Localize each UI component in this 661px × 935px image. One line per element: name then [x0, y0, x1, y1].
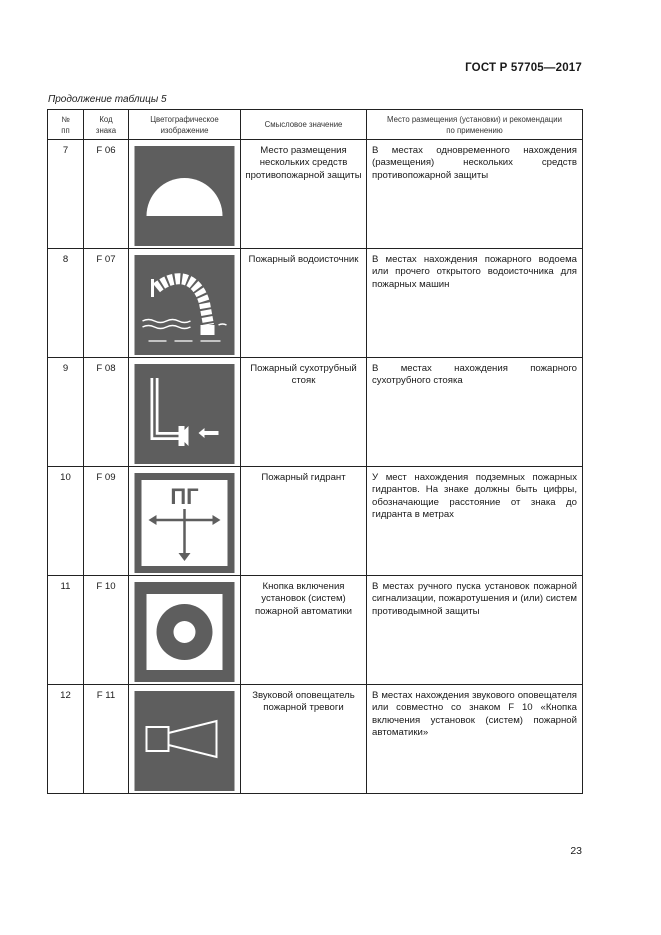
- row-place: В местах ручного пуска установок пожарной сигнализации, пожаротушения и (или) систем противодымной защиты: [367, 576, 583, 685]
- table-caption: Продолжение таблицы 5: [48, 94, 167, 105]
- table-row: [48, 467, 583, 576]
- row-meaning: Звуковой оповещатель пожарной тревоги: [241, 685, 367, 794]
- row-image: [129, 685, 241, 794]
- standard-number: ГОСТ Р 57705—2017: [465, 62, 582, 74]
- table-row: [48, 249, 583, 358]
- row-code: F 07: [84, 249, 129, 358]
- dry-riser-icon: [132, 364, 237, 464]
- table-row: [48, 140, 583, 249]
- header-code: Код знака: [84, 110, 129, 140]
- alarm-horn-icon: [132, 691, 237, 791]
- row-code: F 06: [84, 140, 129, 249]
- signs-table: [47, 109, 583, 794]
- row-num: 12: [48, 685, 84, 794]
- header-meaning: Смысловое значение: [241, 110, 367, 140]
- row-meaning: Кнопка включения установок (систем) пожарной автоматики: [241, 576, 367, 685]
- row-place: В местах нахождения звукового оповещателя или совместно со знаком F 10 «Кнопка включения установок (систем) пожарной автоматики»: [367, 685, 583, 794]
- row-place: В местах одновременного нахождения (размещения) нескольких средств противопожарной защиты: [367, 140, 583, 249]
- row-num: 8: [48, 249, 84, 358]
- row-image: [129, 467, 241, 576]
- row-num: 9: [48, 358, 84, 467]
- row-num: 10: [48, 467, 84, 576]
- header-place: Место размещения (установки) и рекомендации по применению: [367, 110, 583, 140]
- table-header-row: [48, 110, 583, 140]
- table-row: [48, 576, 583, 685]
- table-row: [48, 685, 583, 794]
- row-place: В местах нахождения пожарного водоема или прочего открытого водоисточника для пожарных машин: [367, 249, 583, 358]
- row-code: F 08: [84, 358, 129, 467]
- hydrant-sign-text: ПГ: [170, 484, 199, 509]
- fire-equipment-group-icon: [132, 146, 237, 246]
- water-source-icon: [132, 255, 237, 355]
- row-meaning: Пожарный гидрант: [241, 467, 367, 576]
- row-code: F 09: [84, 467, 129, 576]
- row-image: [129, 140, 241, 249]
- header-num: № пп: [48, 110, 84, 140]
- hydrant-icon: [132, 473, 237, 573]
- row-image: [129, 358, 241, 467]
- page-number: 23: [570, 845, 582, 857]
- row-code: F 10: [84, 576, 129, 685]
- row-place: В местах нахождения пожарного сухотрубного стояка: [367, 358, 583, 467]
- table-row: [48, 358, 583, 467]
- row-meaning: Место размещения нескольких средств противопожарной защиты: [241, 140, 367, 249]
- row-num: 7: [48, 140, 84, 249]
- row-image: [129, 576, 241, 685]
- header-image: Цветографическое изображение: [129, 110, 241, 140]
- row-meaning: Пожарный водоисточник: [241, 249, 367, 358]
- row-meaning: Пожарный сухотрубный стояк: [241, 358, 367, 467]
- activation-button-icon: [132, 582, 237, 682]
- row-num: 11: [48, 576, 84, 685]
- row-image: [129, 249, 241, 358]
- row-code: F 11: [84, 685, 129, 794]
- row-place: У мест нахождения подземных пожарных гидрантов. На знаке должны быть цифры, обозначающие расстояние от знака до гидранта в метрах: [367, 467, 583, 576]
